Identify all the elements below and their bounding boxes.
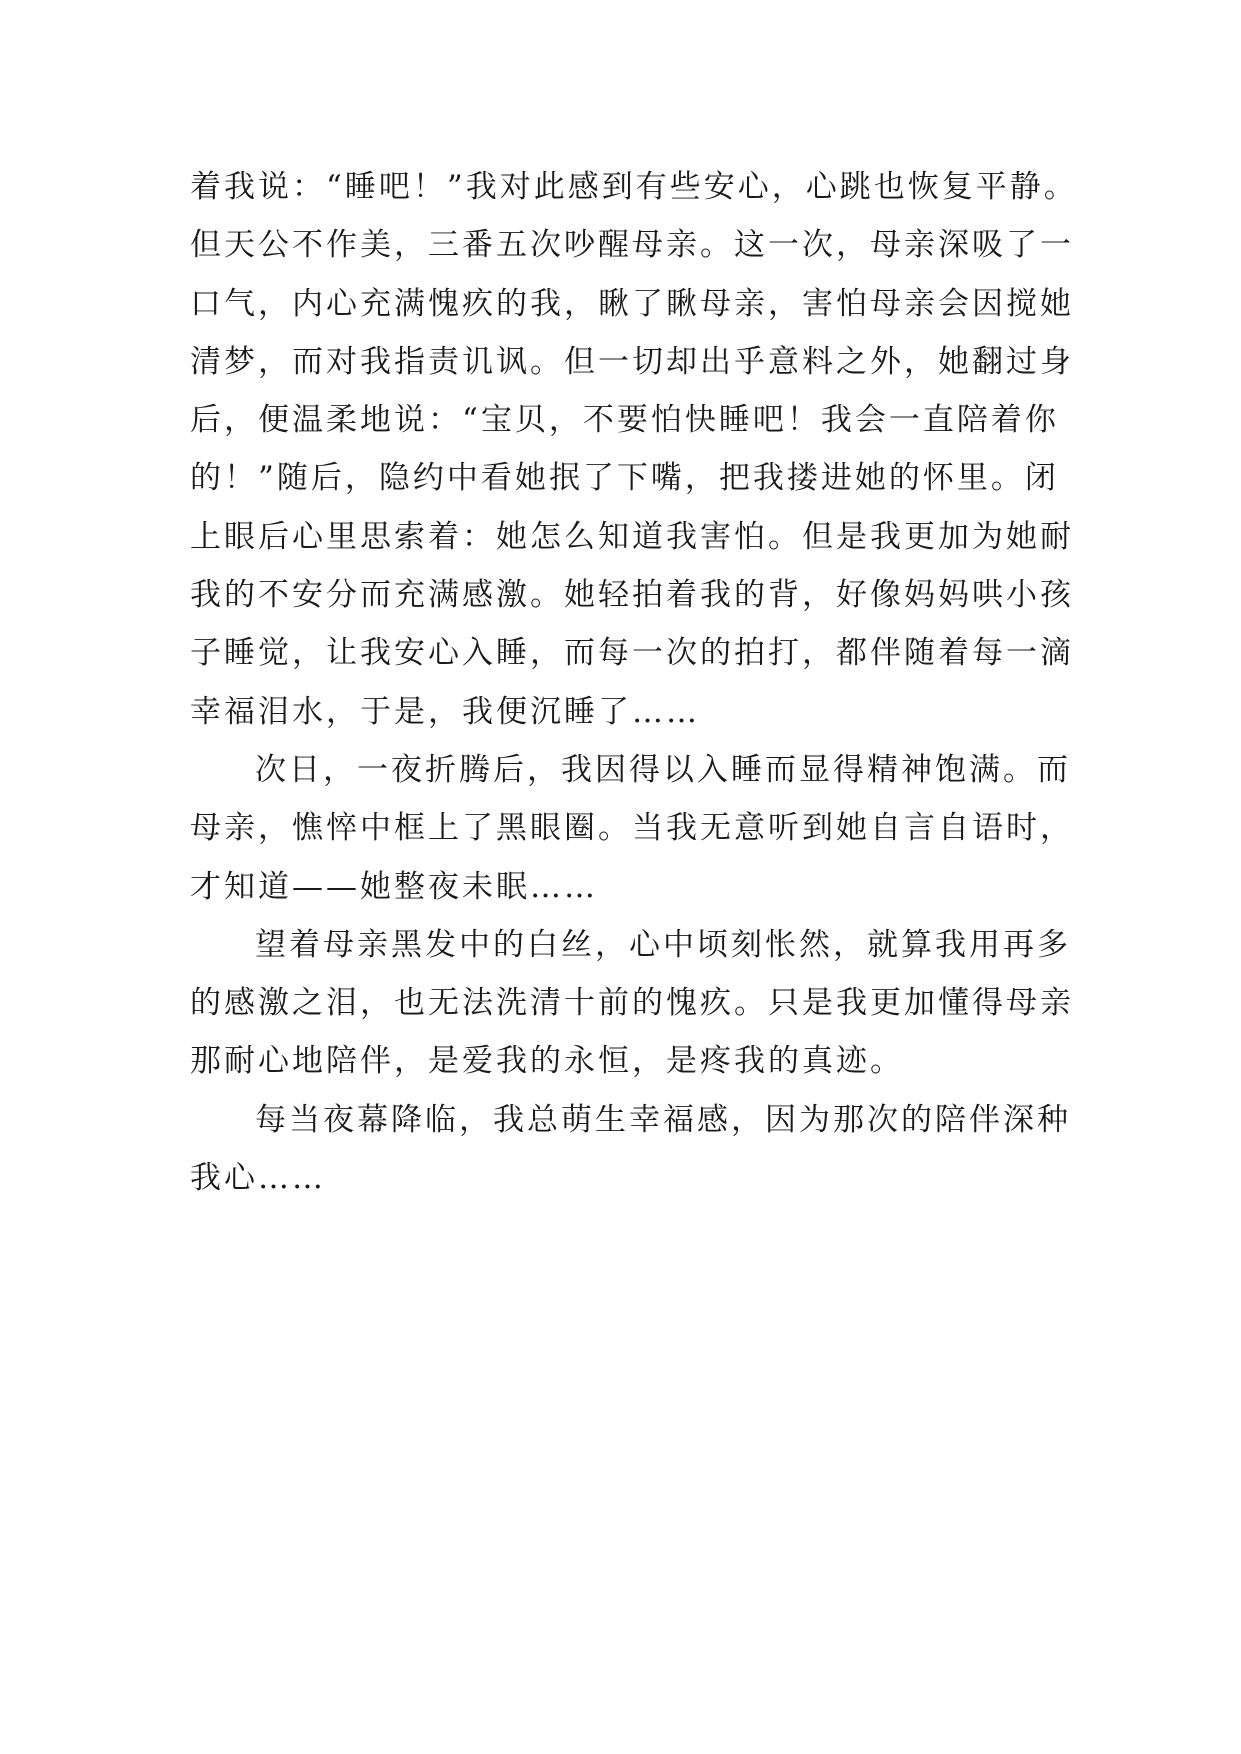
text-line: 我心……	[190, 1160, 326, 1197]
text-line: 口气，内心充满愧疚的我，瞅了瞅母亲，害怕母亲会因搅她	[190, 285, 1074, 322]
text-line: 但天公不作美，三番五次吵醒母亲。这一次，母亲深吸了一	[190, 227, 1074, 264]
paragraph-first-line: 望着母亲黑发中的白丝，心中顷刻怅然，就算我用再多	[255, 926, 1071, 963]
essay-body	[190, 158, 1078, 1207]
text-line: 上眼后心里思索着：她怎么知道我害怕。但是我更加为她耐	[190, 518, 1074, 555]
text-line: 子睡觉，让我安心入睡，而每一次的拍打，都伴随着每一滴	[190, 635, 1074, 672]
text-line: 才知道——她整夜未眠……	[190, 868, 598, 905]
text-line: 的！”随后，隐约中看她抿了下嘴，把我搂进她的怀里。闭	[190, 460, 1059, 497]
paragraph-first-line: 每当夜幕降临，我总萌生幸福感，因为那次的陪伴深种	[255, 1101, 1071, 1138]
text-line: 幸福泪水，于是，我便沉睡了……	[190, 693, 700, 730]
text-line: 的感激之泪，也无法洗清十前的愧疚。只是我更加懂得母亲	[190, 985, 1074, 1022]
paragraph-first-line: 次日，一夜折腾后，我因得以入睡而显得精神饱满。而	[255, 751, 1071, 788]
text-line: 我的不安分而充满感激。她轻拍着我的背，好像妈妈哄小孩	[190, 577, 1074, 614]
text-line: 着我说：“睡吧！”我对此感到有些安心，心跳也恢复平静。	[190, 169, 1078, 205]
text-line: 清梦，而对我指责讥讽。但一切却出乎意料之外，她翻过身	[190, 343, 1074, 380]
text-line: 那耐心地陪伴，是爱我的永恒，是疼我的真迹。	[190, 1043, 904, 1080]
text-line: 后，便温柔地说：“宝贝，不要怕快睡吧！我会一直陪着你	[190, 402, 1059, 439]
text-line: 母亲，憔悴中框上了黑眼圈。当我无意听到她自言自语时，	[190, 810, 1074, 847]
